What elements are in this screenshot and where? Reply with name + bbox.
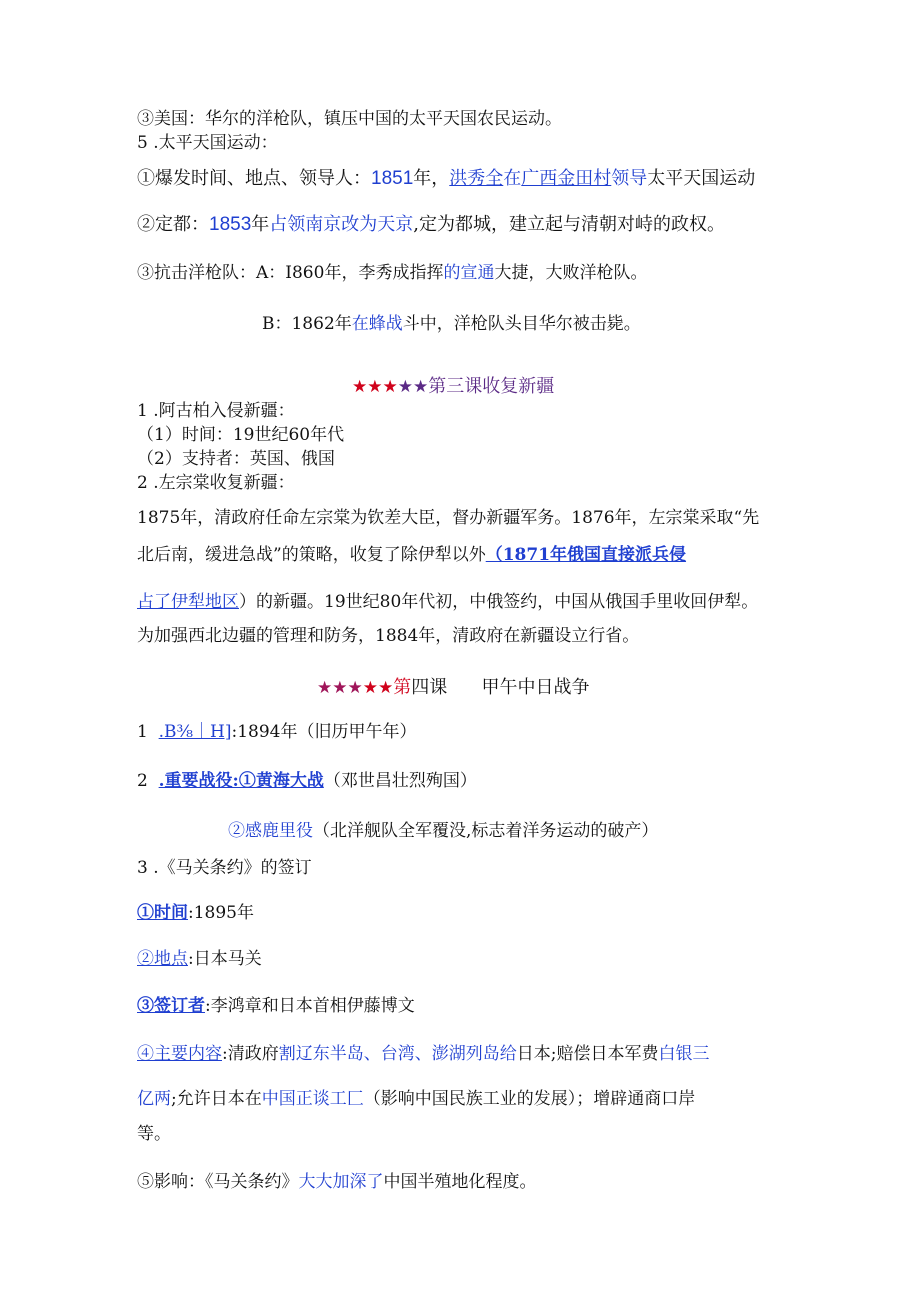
title-lesson-3: 第三课收复新疆 [428,376,555,397]
word-zai: 在 [503,168,522,189]
line-treaty-content [137,1042,709,1066]
num-2: 2 [137,771,159,791]
star-icon-red: ★★★ [352,377,398,397]
resist-a: ③抗击洋枪队：A：I860年，李秀成指挥 [137,263,444,283]
para-zuo-1: 1875年，清政府任命左宗棠为钦差大臣，督办新疆军务。1876年，左宗棠采取“先 [137,508,760,528]
content-qing: :清政府 [222,1044,279,1064]
huaer-a: B：1862年 [262,314,352,334]
weihai-note: （北洋舰队全军覆没,标志着洋务运动的破产） [313,821,659,841]
year-1851: 1851 [371,168,414,189]
signers: :李鸿章和日本首相伊藤博文 [205,996,415,1016]
capital-tail: ,定为都城，建立起与清朝对峙的政权。 [413,214,726,235]
para-zuo-3 [137,590,758,614]
line-treaty-time [137,901,254,925]
link-hong-xiuquan[interactable]: 洪秀全 [449,168,504,189]
content-cede: 割辽东半岛、台湾、澎湖列岛给 [278,1044,517,1064]
line-jiawu-time [137,720,416,744]
title-di: 第 [393,677,412,698]
line-treaty-content-2 [137,1087,695,1111]
line-resist [137,261,647,285]
content-ports: （影响中国民族工业的发展）；增辟通商口岸 [363,1089,696,1109]
line-capital [137,213,725,237]
huaer-battle: 在蜂战 [351,314,403,334]
section-title-4 [317,676,590,700]
heading-zuo: 2 .左宗棠收复新疆： [137,473,295,493]
content-factories: 中国正谈工匚 [261,1089,364,1109]
line-supporters: （2）支持者：英国、俄国 [137,449,335,469]
para-zuo-2 [137,543,686,567]
para-zuo-4: 为加强西北边疆的管理和防务，1884年，清政府在新疆设立行省。 [137,626,640,646]
deng-shichang: （邓世昌壮烈殉国） [323,771,477,791]
outbreak-year-suffix: 年， [413,168,450,189]
impact-tail: 中国半殖地化程度。 [383,1172,537,1192]
line-outbreak [137,167,755,191]
heading-yakub: 1 .阿古柏入侵新疆： [137,401,295,421]
line-battles [137,769,477,793]
link-yellow-sea[interactable]: .重要战役:①黄海大战 [158,771,324,791]
star-icon-purple: ★★ [397,377,429,397]
content-silver: 白银三 [658,1044,710,1064]
treaty-place: :日本马关 [188,949,262,969]
jiawu-year: :1894年（旧历甲午年） [231,722,417,742]
star-icon-red-2: ★★ [362,678,394,698]
title-lesson-4: 四课 甲午中日战争 [411,677,590,698]
line-impact [137,1170,537,1194]
link-time-garbled[interactable]: .B⅜｜H] [158,722,232,742]
capital-nanjing: 占领南京改为天京 [269,214,414,235]
battle-weihai: ②感鹿里役 [228,821,313,841]
line-treaty-signers [137,994,415,1018]
line-weihai [228,819,658,843]
resist-battle: 的宣通 [443,263,495,283]
impact-deepen: 大大加深了 [298,1172,384,1192]
outbreak-tail: 太平天国运动 [647,168,756,189]
line-etc: 等。 [137,1124,171,1144]
heading-shimonoseki: 3 .《马关条约》的签订 [137,858,312,878]
link-russia-1871[interactable]: （1871年俄国直接派兵侵 [485,545,687,565]
para-zuo-3b: ）的新疆。19世纪80年代初，中俄签约，中国从俄国手里收回伊犁。 [239,592,759,612]
star-icon-magenta: ★★★ [317,678,363,698]
capital-year-suffix: 年 [251,214,270,235]
resist-tail: 大捷，大败洋枪队。 [494,263,648,283]
line-huaer [262,312,641,336]
impact-a: ⑤影响：《马关条约》 [137,1172,299,1192]
link-treaty-place[interactable]: ②地点 [137,949,188,969]
line-time: （1）时间：19世纪60年代 [137,425,345,445]
heading-taiping: 5 .太平天国运动： [137,133,278,153]
link-content[interactable]: ④主要内容 [137,1044,222,1064]
treaty-year: :1895年 [188,903,254,923]
link-treaty-time[interactable]: ①时间 [137,903,188,923]
link-yili[interactable]: 占了伊犁地区 [137,592,239,612]
link-jintian-village[interactable]: 广西金田村 [521,168,612,189]
content-300m: 亿两 [137,1089,171,1109]
outbreak-label: ①爆发时间、地点、领导人： [137,168,371,189]
year-1853: 1853 [209,214,252,235]
huaer-tail: 斗中，洋枪队头目华尔被击毙。 [402,314,641,334]
num-1: 1 [137,722,159,742]
para-zuo-2a: 北后南，缓进急战”的策略，收复了除伊犁以外 [137,545,486,565]
content-indemnity: 日本;赔偿日本军费 [516,1044,659,1064]
line-treaty-place [137,947,262,971]
section-title-3 [352,375,554,399]
word-lingdao: 领导 [611,168,648,189]
link-signers[interactable]: ③签订者 [137,996,205,1016]
capital-label: ②定都： [137,214,209,235]
line-usa: ③美国：华尔的洋枪队，镇压中国的太平天国农民运动。 [137,109,562,129]
content-allow: ;允许日本在 [171,1089,262,1109]
